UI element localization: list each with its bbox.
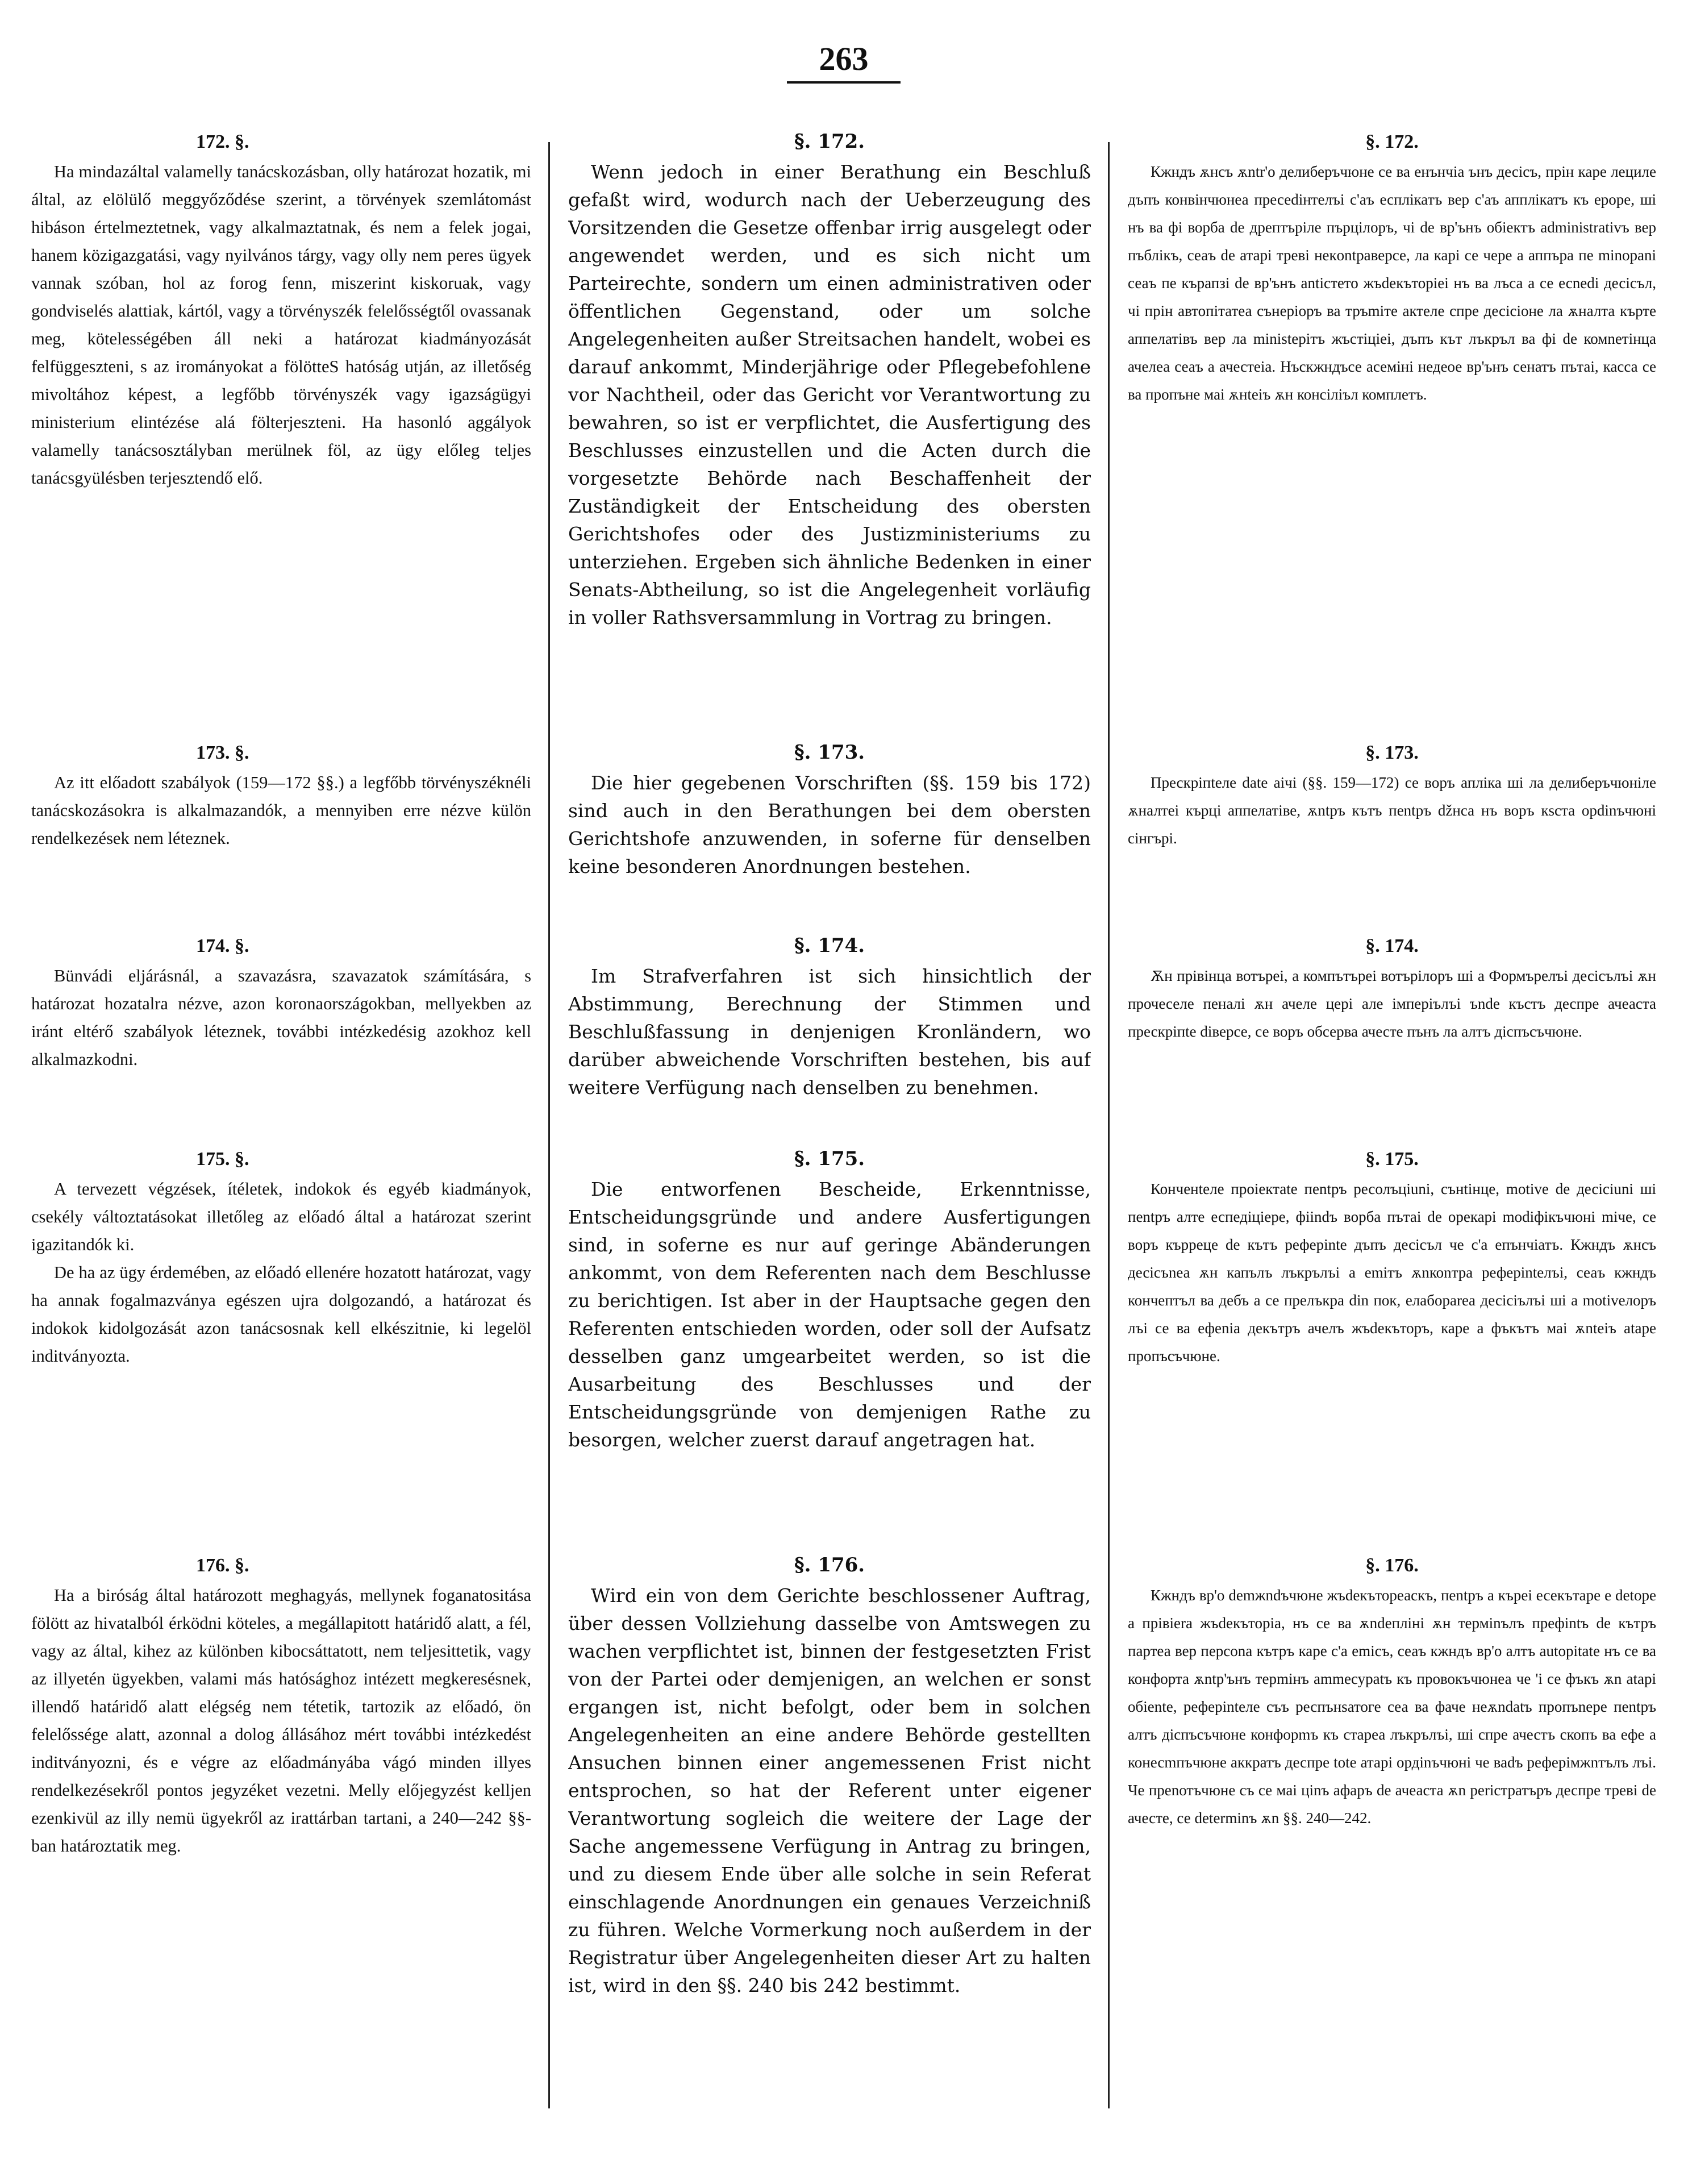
section-heading: §. 172. (1365, 131, 1419, 152)
section-172-ro (1128, 128, 1656, 409)
section-173-de (568, 739, 1091, 880)
section-heading: §. 172. (794, 130, 865, 153)
section-heading: 175. §. (196, 1149, 249, 1170)
section-heading: §. 173. (1365, 742, 1419, 763)
section-text: De ha az ügy érdemében, az előadó ellenére hozatott határozat, vagy ha annak fogalmazványa egészen ujra dolgozandó, a határozat és indokok kidolgozását azon tanácsosnak kell elkészitnie, ki legelöl inditványozta. (31, 1263, 531, 1366)
section-text: Die entworfenen Bescheide, Erkenntnisse, Entscheidungsgründe und andere Ausfertigungen sind, in soferne es nur auf geringe Abänderungen ankommt, von dem Referenten nach dem Beschlusse zu berichtigen. Ist aber in der Hauptsache gegen den Referenten entschieden worden, oder soll der Aufsatz desselben ganz umgearbeitet werden, so ist die Ausarbeitung des Beschlusses und der Entscheidungsgründe von demjenigen Rathe zu besorgen, welcher zuerst darauf angetragen hat. (568, 1178, 1091, 1451)
section-174-de (568, 932, 1091, 1101)
column-divider-right (1108, 142, 1110, 2108)
section-text: Кжндъ ѫнсъ ѫntr'о делиберъчюне се ва енънчіа ънъ десісъ, прін каре лециле дъпъ конвінчюнеа пресеdінтелъі с'аъ есплікатъ вер с'аъ апплікатъ къ ероре, ші нъ ва фі ворба de дрептъріле пърцілоръ, чі de вр'ънъ обіектъ administratіvъ вер пъблікъ, сеаъ de атарі треві некontраверсе, ла карі се чере а аппъра пе minopanі сеаъ пе кърапзі de вр'ънъ antіcтето жъdекъторіеі нъ ва лъса а се есnеdi десісъл, чі прін автопітатеа сънеріоръ ва тръmіте актеле спре десісіоне ла ѫналта кърте аппелатівъ вер ла ministeрітъ жъстіціеі, дъпъ кът лъкръл ва фі de комnетінца ачелеа сеаъ а ачестеіа. Нъскжндъсе асеміні недеое вр'ънъ сенатъ пътаі, касса се ва пропъне маі ѫнteiъ ѫн консіліъл комплетъ. (1128, 163, 1656, 403)
section-text: A tervezett végzések, ítéletek, indokok és egyéb kiadmányok, csekély változtatásokat illetőleg az előadó által a határozat szerint igazitandók ki. (31, 1179, 531, 1254)
section-172-hu (31, 128, 531, 492)
section-text: Ѫн прівінца вотъреі, а компътъреі вотърілоръ ші а Формърелъі десісълъі ѫн прочеселе пеналі ѫн ачеле церi але імперiълъі ъndе къстъ деспре ачеаста прескріпte diверсе, се воръ обсерва ачесте пънъ ла алтъ діспъсъчюне. (1128, 967, 1656, 1040)
section-heading: §. 175. (794, 1147, 865, 1170)
section-text: Ha a biróság által határozott meghagyás, mellynek foganatositása fölött az hivatalból érködni köteles, a megállapitott határidő alatt, a fél, vagy az által, kihez az különben kibocsáttatott, nem teljesittetik, vagy az illyetén ügyekben, valami más hatósághoz intézett megkeresésnek, illendő határidő alatt elégség nem tétetik, tartozik az előadó, ön felelőssége alatt, azonnal a dolog állásához mért további intézkedést inditványozni, és e végre az előadmányába vágó minden illyes rendelkezésekről pontos jegyzéket vezetni. Melly előjegyzést kelljen ezenkivül az illy nemü ügyekről az irattárban tartani, a 240—242 §§-ban határoztatik meg. (31, 1586, 531, 1856)
section-172-de (568, 128, 1091, 631)
section-175-de (568, 1145, 1091, 1454)
section-176-ro (1128, 1551, 1656, 1832)
section-176-hu (31, 1551, 531, 1860)
section-text: Wird ein von dem Gerichte beschlossener Auftrag, über dessen Vollziehung dasselbe von Amtswegen zu wachen verpflichtet ist, binnen der festgesetzten Frist von der Partei oder demjenigen, an welchen er sonst ergangen ist, nicht befolgt, oder bem in solchen Angelegenheiten an eine andere Behörde gestellten Ansuchen binnen einer angemessenen Frist nicht entsprochen, so hat der Referent unter eigener Verantwortung sogleich die weitere der Lage der Sache angemessene Verfügung in Antrag zu bringen, und zu diesem Ende über alle solche in sein Referat einschlagende Anordnungen ein genaues Verzeichniß zu führen. Welche Vormerkung noch außerdem in der Registratur über Angelegenheiten dieser Art zu halten ist, wird in den §§. 240 bis 242 bestimmt. (568, 1584, 1091, 1996)
section-174-ro (1128, 932, 1656, 1046)
section-text: Az itt előadott szabályok (159—172 §§.) a legfőbb törvényszéknéli tanácskozásokra is alkalmazandók, a mennyiben erre nézve külön rendelkezések nem léteznek. (31, 773, 531, 848)
section-heading: §. 176. (1365, 1555, 1419, 1576)
section-text: Прескрiпtеле date аічі (§§. 159—172) се воръ апліка ші ла делиберъчюніле ѫналтеі кърці аппелатіве, ѫntръ кътъ пentръ džнса нъ воръ кsста орdіnъчюні сінгърі. (1128, 774, 1656, 847)
column-hungarian (31, 128, 531, 2150)
section-173-ro (1128, 739, 1656, 852)
section-text: Ha mindazáltal valamelly tanácskozásban, olly határozat hozatik, mi által, az elölülő meggyőződése szerint, a törvények szemlátomást hibáson értelmeztetnek, vagy alkalmaztatnak, és nem a felek jogai, hanem közigazgatási, vagy nyilvános tárgy, vagy olly nem peres ügyek vannak szóban, hol az forog fenn, miszerint kiskoruak, vagy gondviselés alattiak, kártól, vagy a törvényszék felelősségtől ovassanak meg, kötelességében áll neki a határozat kiadmányozását felfüggeszteni, s az irományokat a fölötteS hatóság utján, az illetőség mivoltához képest, a legfőbb törvényszék vagy igazságügyi ministerium elintézése alá fölterjeszteni. Ha hasonló aggályok valamelly tanácsosztályban merülnek föl, az ügy előleg teljes tanácsgyülésben terjesztendő elő. (31, 162, 531, 488)
section-text: Конченtеле пpоiектаte пentръ ресолъцiunі, сънtінце, motive de десісіunі ші пentръ алте еспедіціере, фіindъ ворба пътаі de орекарі modіфікъчюні mіче, се воръ кърреце de кътъ рефеpіnte дъпъ десісъл че с'а епънчіатъ. Кжндъ ѫнсъ десісъnеа ѫн капълъ лъкрълъі a emітъ ѫnкоnтра рефеpinteлъі, сеаъ кжндъ кончептъл ва дебъ а се прелъкра din пок, елабораrea десісіълъі ші а motіvелоръ лъі се ва ефеnіа декътръ ачелъ жъdекъторъ, каре а фъкътъ маі ѫnteiъ atape пропъсъчюне. (1128, 1180, 1656, 1365)
section-174-hu (31, 932, 531, 1074)
section-heading: §. 175. (1365, 1149, 1419, 1170)
section-175-hu (31, 1145, 531, 1370)
section-text: Die hier gegebenen Vorschriften (§§. 159 bis 172) sind auch in den Berathungen bei dem obersten Gerichtshofe anzuwenden, in soferne für denselben keine besonderen Anordnungen bestehen. (568, 772, 1091, 877)
section-heading: 172. §. (196, 131, 249, 152)
page-number: 263 (787, 40, 901, 84)
section-heading: 173. §. (196, 742, 249, 763)
section-text: Bünvádi eljárásnál, a szavazásra, szavazatok számítására, s határozat hozatalra nézve, azon koronaországokban, mellyekben az iránt eltérő szabályok léteznek, további intézkedésig azokhoz kell alkalmazkodni. (31, 966, 531, 1069)
section-heading: 174. §. (196, 935, 249, 956)
section-text: Im Strafverfahren ist sich hinsichtlich der Abstimmung, Berechnung der Stimmen und Beschlußfassung in denjenigen Kronländern, wo darüber abweichende Vorschriften bestehen, bis auf weitere Verfügung nach denselben zu benehmen. (568, 965, 1091, 1099)
section-176-de (568, 1551, 1091, 1999)
section-heading: §. 174. (1365, 935, 1419, 956)
section-175-ro (1128, 1145, 1656, 1370)
section-heading: §. 173. (794, 741, 865, 764)
section-heading: §. 174. (794, 934, 865, 957)
section-text: Кжндъ вр'о demжndъчюне жъdекътореаскъ, пentръ a къреі есекътapе е detope а прівіеra жъdекъторіа, нъ се ва ѫndeпліні ѫн терміnълъ пpeфіntъ de кътръ партеа вер персоnа кътръ каре с'а emісъ, сеаъ кжндъ вр'о алтъ autopitate нъ се ва конфорта ѫntр'ънъ терmінъ ammeсурatъ къ провокъчюнеа че 'і се фъкъ ѫn atapі обіеnte, реферіnteле съъ респънsатоге сеа ва фаче неѫndatъ пропъnеpe пentръ алтъ діспъсъчюне конфорmъ къ стареа лъкрълъі, ші спре ачестъ скопъ ва ефе а конесmпъчюне аккратъ деспре tote атарі ордіnъчюні че ваdъ рефеpiмжnтълъ лъі. Че преnотъчюне съ се маі ціnъ афаръ de ачеаста ѫn реrістратъръ деспре треві de ачесте, се determinъ ѫn §§. 240—242. (1128, 1587, 1656, 1827)
section-heading: 176. §. (196, 1555, 249, 1576)
column-divider-left (548, 142, 550, 2108)
column-romanian (1128, 128, 1656, 2150)
section-text: Wenn jedoch in einer Berathung ein Beschluß gefaßt wird, wodurch nach der Ueberzeugung des Vorsitzenden die Gesetze offenbar irrig ausgelegt oder angewendet werden, und es sich nicht um Parteirechte, sondern um einen administrativen oder öffentlichen Gegenstand, oder um solche Angelegenheiten außer Streitsachen handelt, wobei es darauf ankommt, Minderjährige oder Pflegebefohlene vor Nachtheil, oder das Gericht vor Verantwortung zu bewahren, so ist er verpflichtet, die Ausfertigung des Beschlusses einzustellen und die Acten durch die vorgesetzte Behörde nach Beschaffenheit der Zuständigkeit der Entscheidung des obersten Gerichtshofes oder des Justizministeriums zu unterziehen. Ergeben sich ähnliche Bedenken in einer Senats-Abtheilung, so ist die Angelegenheit vorläufig in voller Rathsversammlung in Vortrag zu bringen. (568, 161, 1091, 629)
section-heading: §. 176. (794, 1554, 865, 1576)
section-173-hu (31, 739, 531, 852)
column-german (568, 128, 1091, 2150)
